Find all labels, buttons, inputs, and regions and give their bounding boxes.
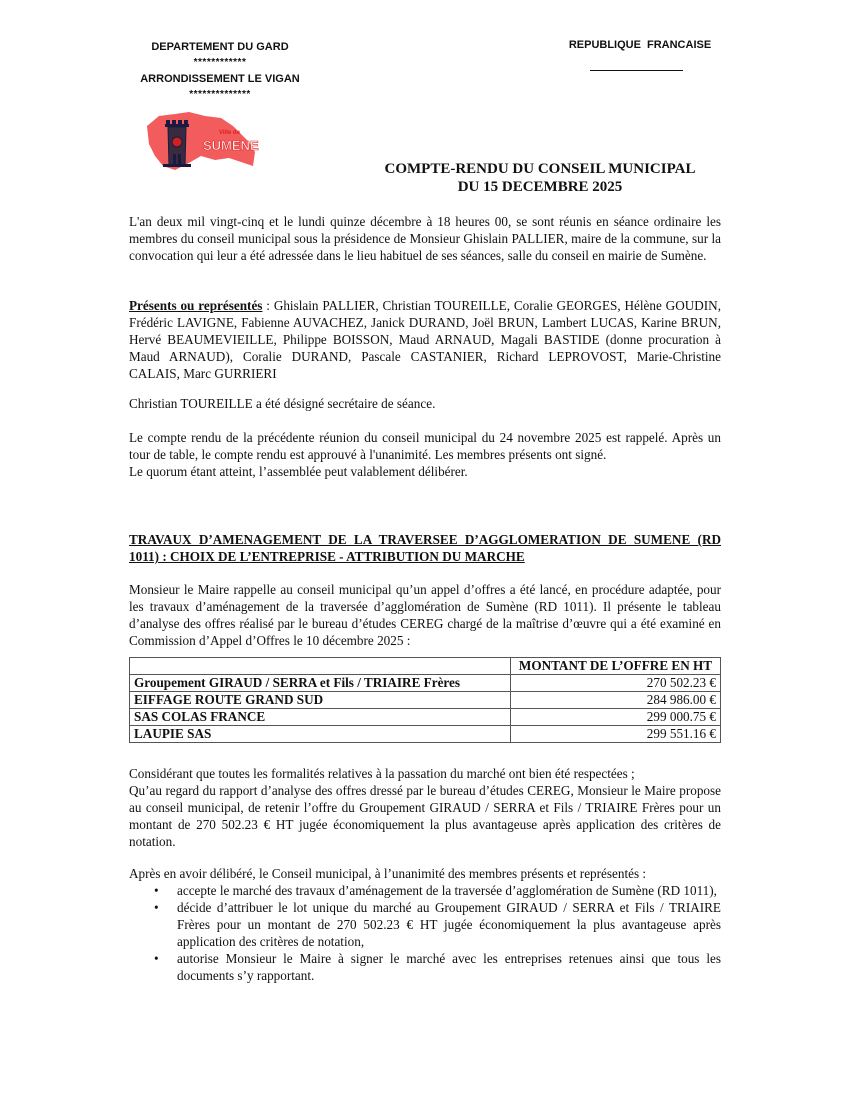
- town-logo: [145, 104, 260, 172]
- decision-item: • autorise Monsieur le Maire à signer le marché avec les entreprises retenues ainsi que tous les documents s’y rapportant.: [177, 950, 721, 984]
- offer-amount: 284 986.00 €: [511, 692, 721, 709]
- separator-stars: ************: [193, 57, 247, 68]
- table-row: [130, 692, 721, 709]
- logo-town-name: SUMENE: [203, 138, 259, 153]
- table-header-row: [130, 658, 721, 675]
- title-line-1: COMPTE-RENDU DU CONSEIL MUNICIPAL: [384, 161, 696, 177]
- table-row: [130, 726, 721, 743]
- company-name: EIFFAGE ROUTE GRAND SUD: [130, 692, 511, 709]
- offer-amount: 270 502.23 €: [511, 675, 721, 692]
- presents-label: Présents ou représentés: [129, 298, 263, 313]
- presents-list: Ghislain PALLIER, Christian TOUREILLE, Coralie GEORGES, Hélène GOUDIN, Frédéric LAVIGNE, Fabienne AUVACHEZ, Janick DURAND, Joël BRUN, Lambert LUCAS, Karine BRUN, Hervé BEAUMEVIEILLE, Philippe BOISSON, Maud ARNAUD, Magali BASTIDE (donne procuration à Maud ARNAUD), Coralie DURAND, Pascale CASTANIER, Richard LEPROVOST, Marie-Christine CALAIS, Marc GURRIERI: [129, 298, 721, 381]
- table-header-amount: MONTANT DE L’OFFRE EN HT: [511, 658, 721, 675]
- company-name: Groupement GIRAUD / SERRA et Fils / TRIAIRE Frères: [130, 675, 511, 692]
- company-name: LAUPIE SAS: [130, 726, 511, 743]
- company-name: SAS COLAS FRANCE: [130, 709, 511, 726]
- decision-item: • accepte le marché des travaux d’aménagement de la traversée d’agglomération de Sumène (RD 1011),: [177, 882, 721, 899]
- formalities-statement: Considérant que toutes les formalités relatives à la passation du marché ont bien été respectées ;: [129, 766, 635, 781]
- offers-table: [129, 657, 721, 743]
- presents-separator: :: [262, 298, 274, 313]
- previous-minutes-paragraph: [129, 429, 721, 480]
- section-heading: TRAVAUX D’AMENAGEMENT DE LA TRAVERSEE D’AGGLOMERATION DE SUMENE (RD 1011) : CHOIX DE L’ENTREPRISE - ATTRIBUTION DU MARCHE: [129, 532, 721, 564]
- logo-small-text: Ville de: [219, 130, 240, 136]
- quorum-statement: Le quorum étant atteint, l’assemblée peut valablement délibérer.: [129, 464, 468, 479]
- decision-block: [129, 865, 721, 984]
- decision-item: • décide d’attribuer le lot unique du marché au Groupement GIRAUD / SERRA et Fils / TRIAIRE Frères pour un montant de 270 502.23 € HT jugée économiquement la plus avantageuse après application des critères de notation,: [177, 899, 721, 950]
- previous-minutes-approval: Le compte rendu de la précédente réunion du conseil municipal du 24 novembre 2025 est rappelé. Après un tour de table, le compte rendu est approuvé à l'unanimité. Les membres présents ont signé.: [129, 430, 721, 462]
- republic-label: REPUBLIQUE FRANCAISE: [568, 39, 712, 51]
- considering-paragraph: [129, 765, 721, 850]
- table-row: [130, 709, 721, 726]
- table-row: [130, 675, 721, 692]
- decision-list: [129, 882, 721, 984]
- intro-paragraph: L'an deux mil vingt-cinq et le lundi quinze décembre à 18 heures 00, se sont réunis en séance ordinaire les membres du conseil municipal sous la présidence de Monsieur Ghislain PALLIER, maire de la commune, sur la convocation qui leur a été adressée dans le lieu habituel de ses séances, salle du conseil en mairie de Sumène.: [129, 214, 721, 263]
- section-intro-paragraph: Monsieur le Maire rappelle au conseil municipal qu’un appel d’offres a été lancé, en procédure adaptée, pour les travaux d’aménagement de la traversée d’agglomération de Sumène (RD 1011). Il présente le tableau d’analyse des offres réalisé par le bureau d’études CEREG chargé de la maîtrise d’œuvre qui a été examiné en Commission d’Appel d’Offres le 10 décembre 2025 :: [129, 582, 721, 648]
- table-header-company: [130, 658, 511, 675]
- header-left-block: [120, 39, 320, 103]
- decision-intro: Après en avoir délibéré, le Conseil municipal, à l’unanimité des membres présents et représentés :: [129, 866, 647, 881]
- document-title: [340, 160, 740, 196]
- header-rule: [590, 70, 683, 71]
- department-label: DEPARTEMENT DU GARD: [151, 41, 289, 53]
- separator-stars: **************: [189, 89, 251, 100]
- title-line-2: DU 15 DECEMBRE 2025: [457, 179, 623, 195]
- secretary-paragraph: Christian TOUREILLE a été désigné secrétaire de séance.: [129, 396, 436, 411]
- presents-paragraph: [129, 297, 721, 382]
- offer-amount: 299 551.16 €: [511, 726, 721, 743]
- proposal-statement: Qu’au regard du rapport d’analyse des offres dressé par le bureau d’études CEREG, Monsieur le Maire propose au conseil municipal, de retenir l’offre du Groupement GIRAUD / SERRA et Fils / TRIAIRE Frères pour un montant de 270 502.23 € HT jugée économiquement la plus avantageuse après application des critères de notation.: [129, 783, 721, 849]
- offer-amount: 299 000.75 €: [511, 709, 721, 726]
- arrondissement-label: ARRONDISSEMENT LE VIGAN: [140, 73, 300, 85]
